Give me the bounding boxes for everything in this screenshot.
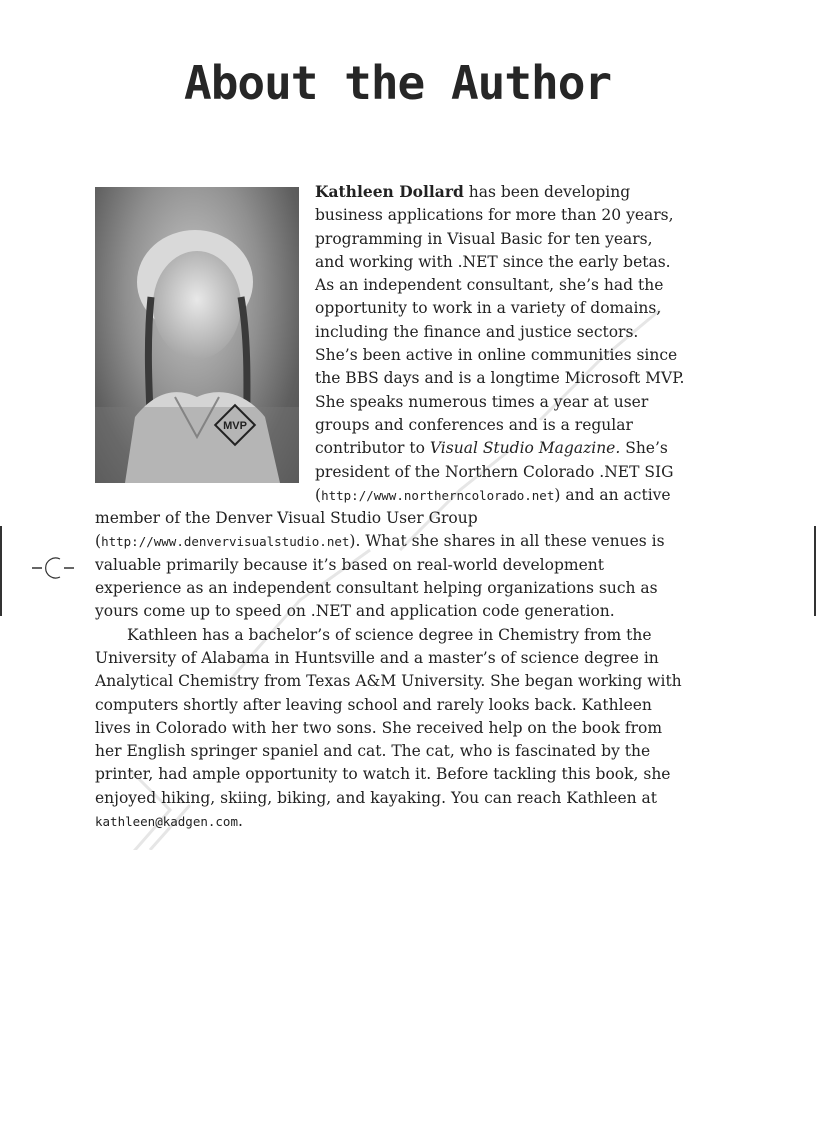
magazine-title: Visual Studio Magazine.: [429, 439, 621, 458]
bio-text: Kathleen has a bachelor’s of science degree in Chemistry from the University of Alabama in Huntsville and a master’s of science degree in Analytical Chemistry from Texas A&M University. She began working with computers shortly after leaving school and rarely looks back. Kathleen lives in Colorado with her two sons. She received help on the book from her English springer spaniel and cat. The cat, who is fascinated by the printer, had ample opportunity to watch it. Before tackling this book, she enjoyed hiking, skiing, biking, and kayaking. You can reach Kathleen at: [95, 625, 682, 807]
author-email[interactable]: kathleen@kadgen.com: [95, 814, 238, 830]
bio-text: .: [238, 812, 243, 831]
author-bio: [95, 180, 685, 833]
bio-text: She’s president of the Northern Colorado .NET SIG (: [315, 439, 674, 504]
mvp-logo-text: MVP: [223, 420, 247, 432]
denver-visual-studio-url[interactable]: http://www.denvervisualstudio.net: [101, 534, 350, 550]
author-photo: [95, 187, 299, 483]
author-name: Kathleen Dollard: [315, 182, 464, 201]
page-title: About the Author: [184, 56, 612, 110]
northern-colorado-url[interactable]: http://www.northerncolorado.net: [321, 487, 555, 503]
bio-text: has been developing business applications for more than 20 years, programming in Visual Basic for ten years, and working with .NET since the early betas. As an independent consultant, she’s had the opportunity to work in a variety of domains, including the finance and justice sectors. She’s been active in online communities since the BBS days and is a longtime Microsoft MVP. She speaks numerous times a year at user groups and conferences and is a regular contributor to: [315, 183, 685, 458]
bio-text: ) and an active member of the Denver Visual Studio User Group (: [95, 485, 671, 551]
bio-paragraph-2: [95, 624, 685, 834]
bio-text: ). What she shares in all these venues is valuable primarily because it’s based on real-world development experience as an independent consultant helping organizations such as yours come up to speed on .NET and application code generation.: [95, 532, 665, 621]
crop-mark-left: [0, 526, 2, 616]
registration-mark-icon: [30, 553, 76, 583]
